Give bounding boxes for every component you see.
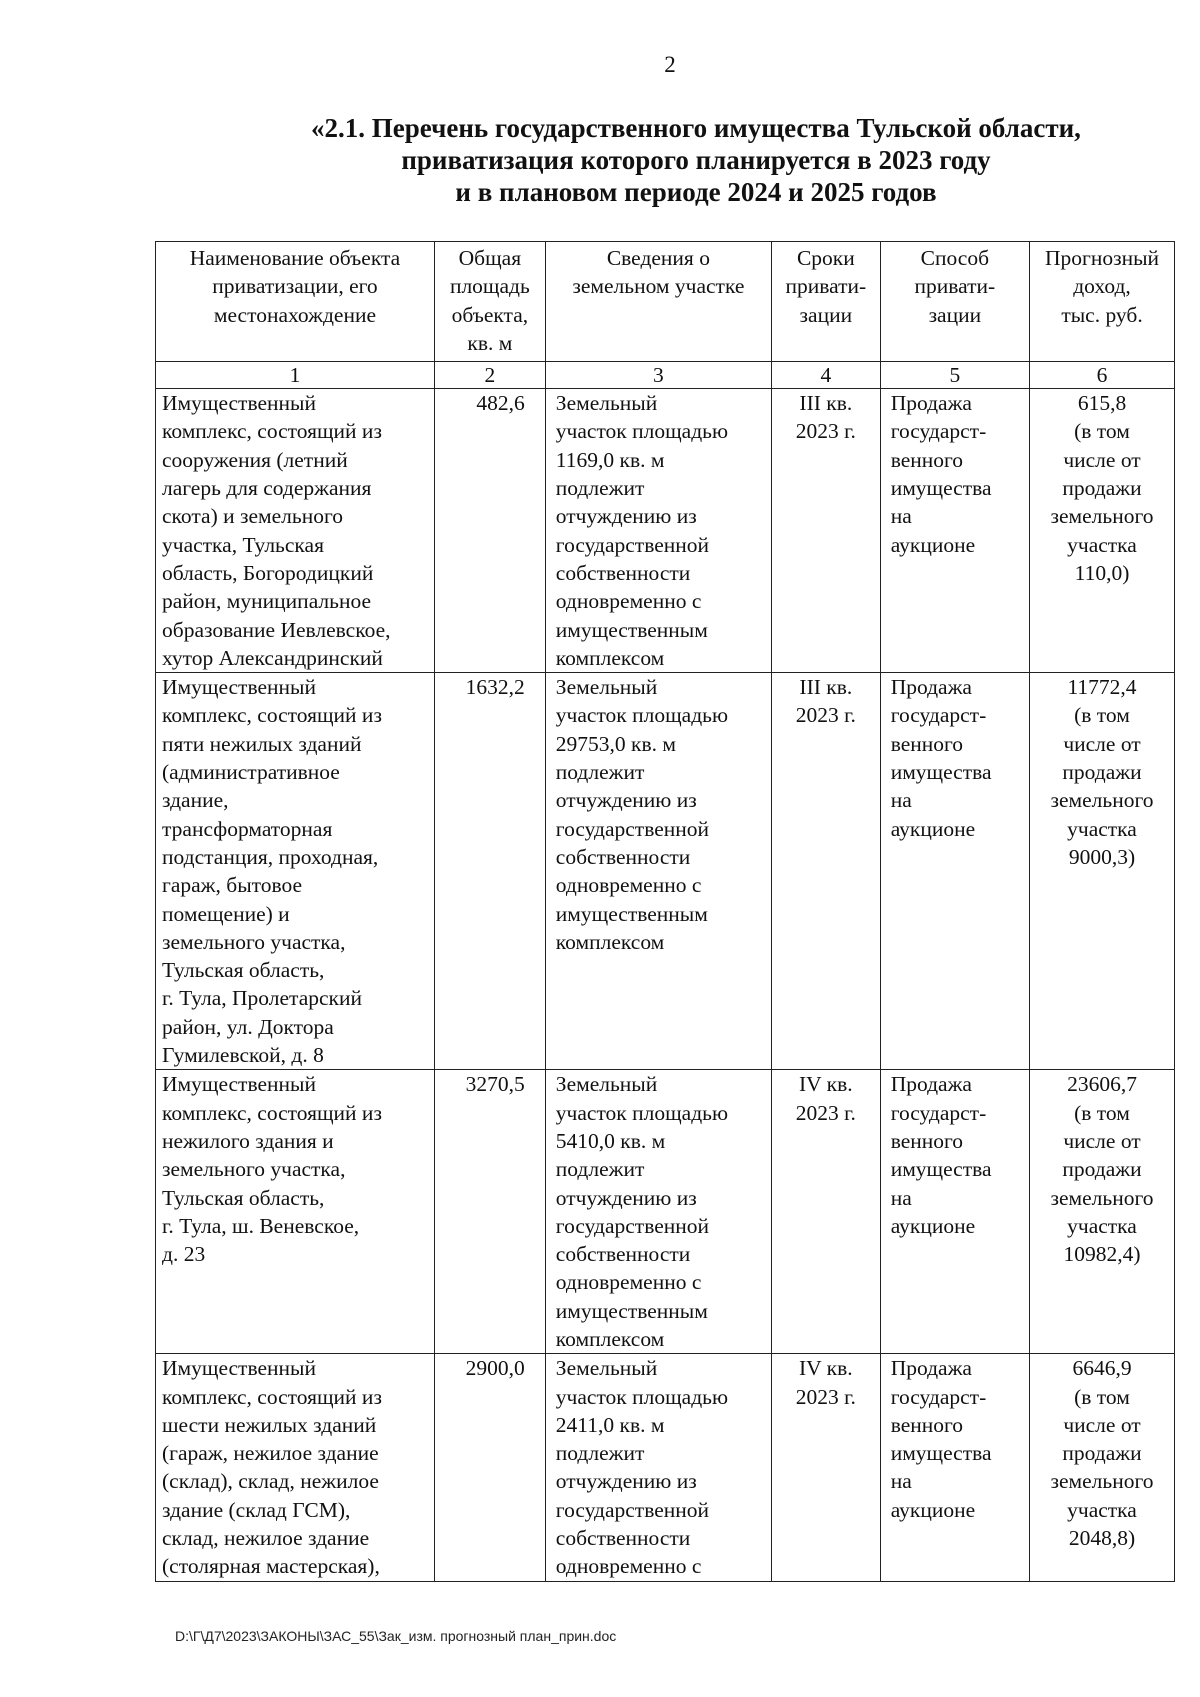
file-path-footer: D:\Г\Д7\2023\ЗАКОНЫ\ЗАС_55\Зак_изм. прогнозный план_прин.doc bbox=[175, 1628, 617, 1644]
object-area: 1632,2 bbox=[434, 673, 545, 1070]
column-number-row bbox=[156, 362, 1175, 389]
column-number: 2 bbox=[434, 362, 545, 389]
object-name: Имущественный комплекс, состоящий из сооружения (летний лагерь для содержания скота) и земельного участка, Тульская область, Богородицкий район, муниципальное образование Иевлевское, хутор Александринский bbox=[156, 389, 435, 673]
column-number: 4 bbox=[771, 362, 880, 389]
title-line-3: и в плановом периоде 2024 и 2025 годов bbox=[455, 177, 937, 207]
header-term: Сроки привати- зации bbox=[771, 242, 880, 362]
privatization-term: III кв. 2023 г. bbox=[771, 389, 880, 673]
privatization-method: Продажа государст- венного имущества на аукционе bbox=[880, 1070, 1029, 1354]
table-row bbox=[156, 1354, 1175, 1581]
header-land-info: Сведения о земельном участке bbox=[545, 242, 771, 362]
forecast-income: 11772,4 (в том числе от продажи земельного участка 9000,3) bbox=[1030, 673, 1175, 1070]
privatization-term: IV кв. 2023 г. bbox=[771, 1070, 880, 1354]
table-header-row bbox=[156, 242, 1175, 362]
land-info: Земельный участок площадью 29753,0 кв. м подлежит отчуждению из государственной собственности одновременно с имущественным комплексом bbox=[545, 673, 771, 1070]
forecast-income: 6646,9 (в том числе от продажи земельного участка 2048,8) bbox=[1030, 1354, 1175, 1581]
document-title bbox=[258, 112, 1134, 208]
table-row bbox=[156, 389, 1175, 673]
privatization-term: III кв. 2023 г. bbox=[771, 673, 880, 1070]
forecast-income: 23606,7 (в том числе от продажи земельного участка 10982,4) bbox=[1030, 1070, 1175, 1354]
object-area: 2900,0 bbox=[434, 1354, 545, 1581]
column-number: 3 bbox=[545, 362, 771, 389]
table-row bbox=[156, 673, 1175, 1070]
header-income: Прогнозный доход, тыс. руб. bbox=[1030, 242, 1175, 362]
header-area: Общая площадь объекта, кв. м bbox=[434, 242, 545, 362]
header-method: Способ привати- зации bbox=[880, 242, 1029, 362]
privatization-term: IV кв. 2023 г. bbox=[771, 1354, 880, 1581]
object-name: Имущественный комплекс, состоящий из шести нежилых зданий (гараж, нежилое здание (склад), склад, нежилое здание (склад ГСМ), склад, нежилое здание (столярная мастерская), bbox=[156, 1354, 435, 1581]
column-number: 6 bbox=[1030, 362, 1175, 389]
forecast-income: 615,8 (в том числе от продажи земельного участка 110,0) bbox=[1030, 389, 1175, 673]
privatization-table bbox=[155, 241, 1175, 1582]
privatization-method: Продажа государст- венного имущества на аукционе bbox=[880, 389, 1029, 673]
land-info: Земельный участок площадью 1169,0 кв. м подлежит отчуждению из государственной собственности одновременно с имущественным комплексом bbox=[545, 389, 771, 673]
object-name: Имущественный комплекс, состоящий из пяти нежилых зданий (административное здание, трансформаторная подстанция, проходная, гараж, бытовое помещение) и земельного участка, Тульская область, г. Тула, Пролетарский район, ул. Доктора Гумилевской, д. 8 bbox=[156, 673, 435, 1070]
object-area: 3270,5 bbox=[434, 1070, 545, 1354]
land-info: Земельный участок площадью 5410,0 кв. м подлежит отчуждению из государственной собственности одновременно с имущественным комплексом bbox=[545, 1070, 771, 1354]
object-name: Имущественный комплекс, состоящий из нежилого здания и земельного участка, Тульская область, г. Тула, ш. Веневское, д. 23 bbox=[156, 1070, 435, 1354]
page-number: 2 bbox=[664, 52, 676, 77]
privatization-method: Продажа государст- венного имущества на аукционе bbox=[880, 1354, 1029, 1581]
table-row bbox=[156, 1070, 1175, 1354]
title-line-2: приватизация которого планируется в 2023 году bbox=[401, 145, 991, 175]
column-number: 1 bbox=[156, 362, 435, 389]
privatization-method: Продажа государст- венного имущества на аукционе bbox=[880, 673, 1029, 1070]
title-line-1: «2.1. Перечень государственного имущества Тульской области, bbox=[311, 113, 1081, 143]
land-info: Земельный участок площадью 2411,0 кв. м подлежит отчуждению из государственной собственности одновременно с bbox=[545, 1354, 771, 1581]
header-object-name: Наименование объекта приватизации, его местонахождение bbox=[156, 242, 435, 362]
object-area: 482,6 bbox=[434, 389, 545, 673]
column-number: 5 bbox=[880, 362, 1029, 389]
